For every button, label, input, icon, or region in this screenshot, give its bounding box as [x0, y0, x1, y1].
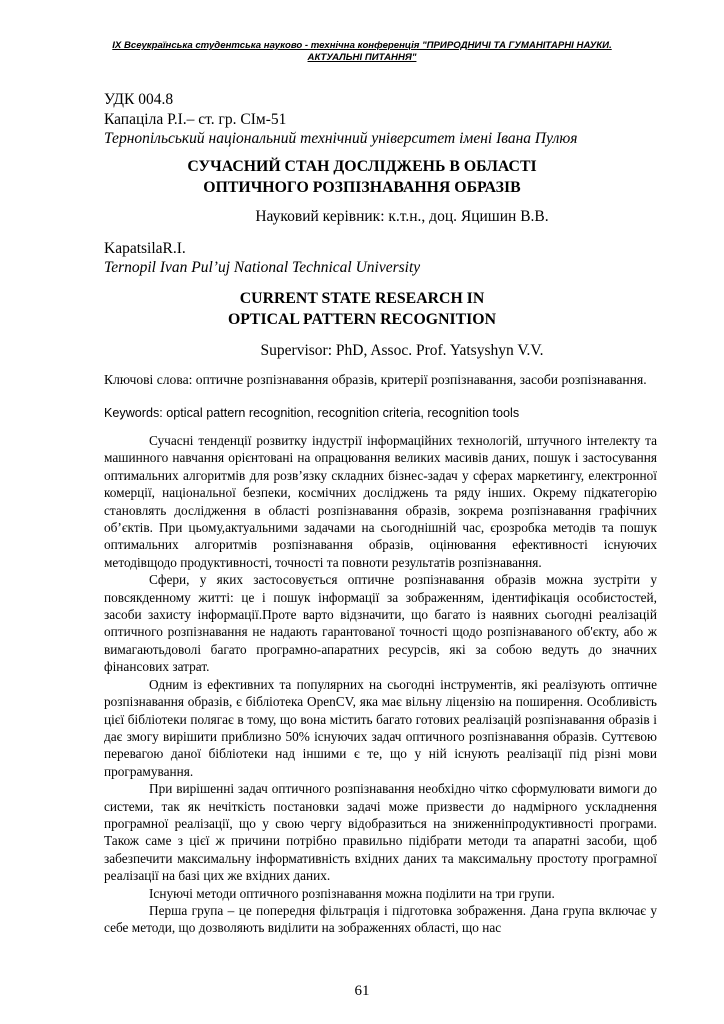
- author-ua: Капаціла Р.І.– ст. гр. СІм-51: [104, 111, 287, 128]
- title-ua-line2: ОПТИЧНОГО РОЗПІЗНАВАННЯ ОБРАЗІВ: [203, 179, 521, 196]
- supervisor-ua: Науковий керівник: к.т.н., доц. Яцишин В.В.: [255, 208, 549, 225]
- keywords-en: Keywords: optical pattern recognition, recognition criteria, recognition tools: [104, 406, 520, 420]
- title-en-line1: CURRENT STATE RESEARCH IN: [239, 290, 485, 307]
- title-en-line2: OPTICAL PATTERN RECOGNITION: [228, 311, 496, 328]
- conference-header-line1: IX Всеукраїнська студентська науково - технічна конференція "ПРИРОДНИЧІ ТА ГУМАНІТАРНІ НАУКИ.: [112, 40, 612, 51]
- conference-header-line2: АКТУАЛЬНІ ПИТАННЯ": [307, 52, 417, 63]
- body-text: [104, 432, 657, 937]
- paragraph: Існуючі методи оптичного розпізнавання можна поділити на три групи.: [149, 885, 555, 901]
- conference-header: [104, 40, 620, 64]
- page-number: 61: [354, 983, 370, 999]
- paragraph: Сучасні тенденції розвитку індустрії інформаційних технологій, штучного інтелекту та машинного навчання орієнтовані на опрацювання великих масивів даних, пошук і застосування оптимальних алгоритмів для розв’язку складних бізнес-задач у сферах маркетингу, електронної комерції, національної безпеки, космічних досліджень та ряду інших. Окрему підкатегорію становлять дослідження в області розпізнавання образів, зокрема розпізнавання графічних об’єктів. При цьому,актуальними задачами на сьогоднішній час, єрозробка методів та пошук оптимальних алгоритмів розпізнавання образів, оцінювання ефективності існуючих методівщодо продуктивності, точності та повноти результатів розпізнавання.: [104, 433, 657, 570]
- university-en: Ternopil Ivan Pul’uj National Technical University: [104, 259, 421, 276]
- author-en: KapatsilaR.I.: [104, 240, 186, 257]
- keywords-ua: Ключові слова: оптичне розпізнавання образів, критерії розпізнавання, засоби розпізнавання.: [104, 372, 647, 387]
- supervisor-en: Supervisor: PhD, Assoc. Prof. Yatsyshyn V.V.: [260, 342, 544, 359]
- paragraph: Одним із ефективних та популярних на сьогодні інструментів, які реалізують оптичне розпізнавання образів, є бібліотека OpenCV, яка має вільну ліцензію на поширення. Особливість цієї бібліотеки полягає в тому, що вона містить багато готових реалізацій розпізнавання образів і дає змогу вирішити приблизно 50% існуючих задач оптичного розпізнавання образів. Суттєвою перевагою даної бібліотеки над іншими є те, що у ній існують реалізації під різні мови програмування.: [104, 676, 657, 779]
- title-ua-line1: СУЧАСНИЙ СТАН ДОСЛІДЖЕНЬ В ОБЛАСТІ: [187, 158, 537, 175]
- udc-code: УДК 004.8: [104, 91, 174, 108]
- paragraph: При вирішенні задач оптичного розпізнавання необхідно чітко сформулювати вимоги до системи, так як нечіткість постановки задачі може призвести до надмірного ускладнення програмної реалізації, що у свою чергу відобразиться на зниженніпродуктивності програми. Також саме з цієї ж причини потрібно правильно підібрати методи та апаратні засоби, щоб забезпечити максимальну інформативність вхідних даних та максимальну простоту програмної реалізації на базі цих же вхідних даних.: [104, 781, 657, 884]
- university-ua: Тернопільський національний технічний університет імені Івана Пулюя: [104, 130, 578, 147]
- title-ua: [104, 156, 620, 198]
- paragraph: Перша група – це попередня фільтрація і підготовка зображення. Дана група включає у себе методи, що дозволяють виділити на зображеннях області, що нас: [104, 902, 657, 936]
- paragraph: Сфери, у яких застосовується оптичне розпізнавання образів можна зустріти у повсякденному житті: це і пошук інформації за зображенням, ідентифікація особистостей, засоби захисту інформації.Проте варто відзначити, що багато із наявних сьогодні реалізацій оптичного розпізнавання не надають гарантованої точності щодо розпізнаваного об'єкту, або ж вимагаютьдоволі багато програмно-апаратних ресурсів, які за собою ведуть до значних фінансових затрат.: [104, 572, 657, 675]
- title-en: [104, 288, 620, 330]
